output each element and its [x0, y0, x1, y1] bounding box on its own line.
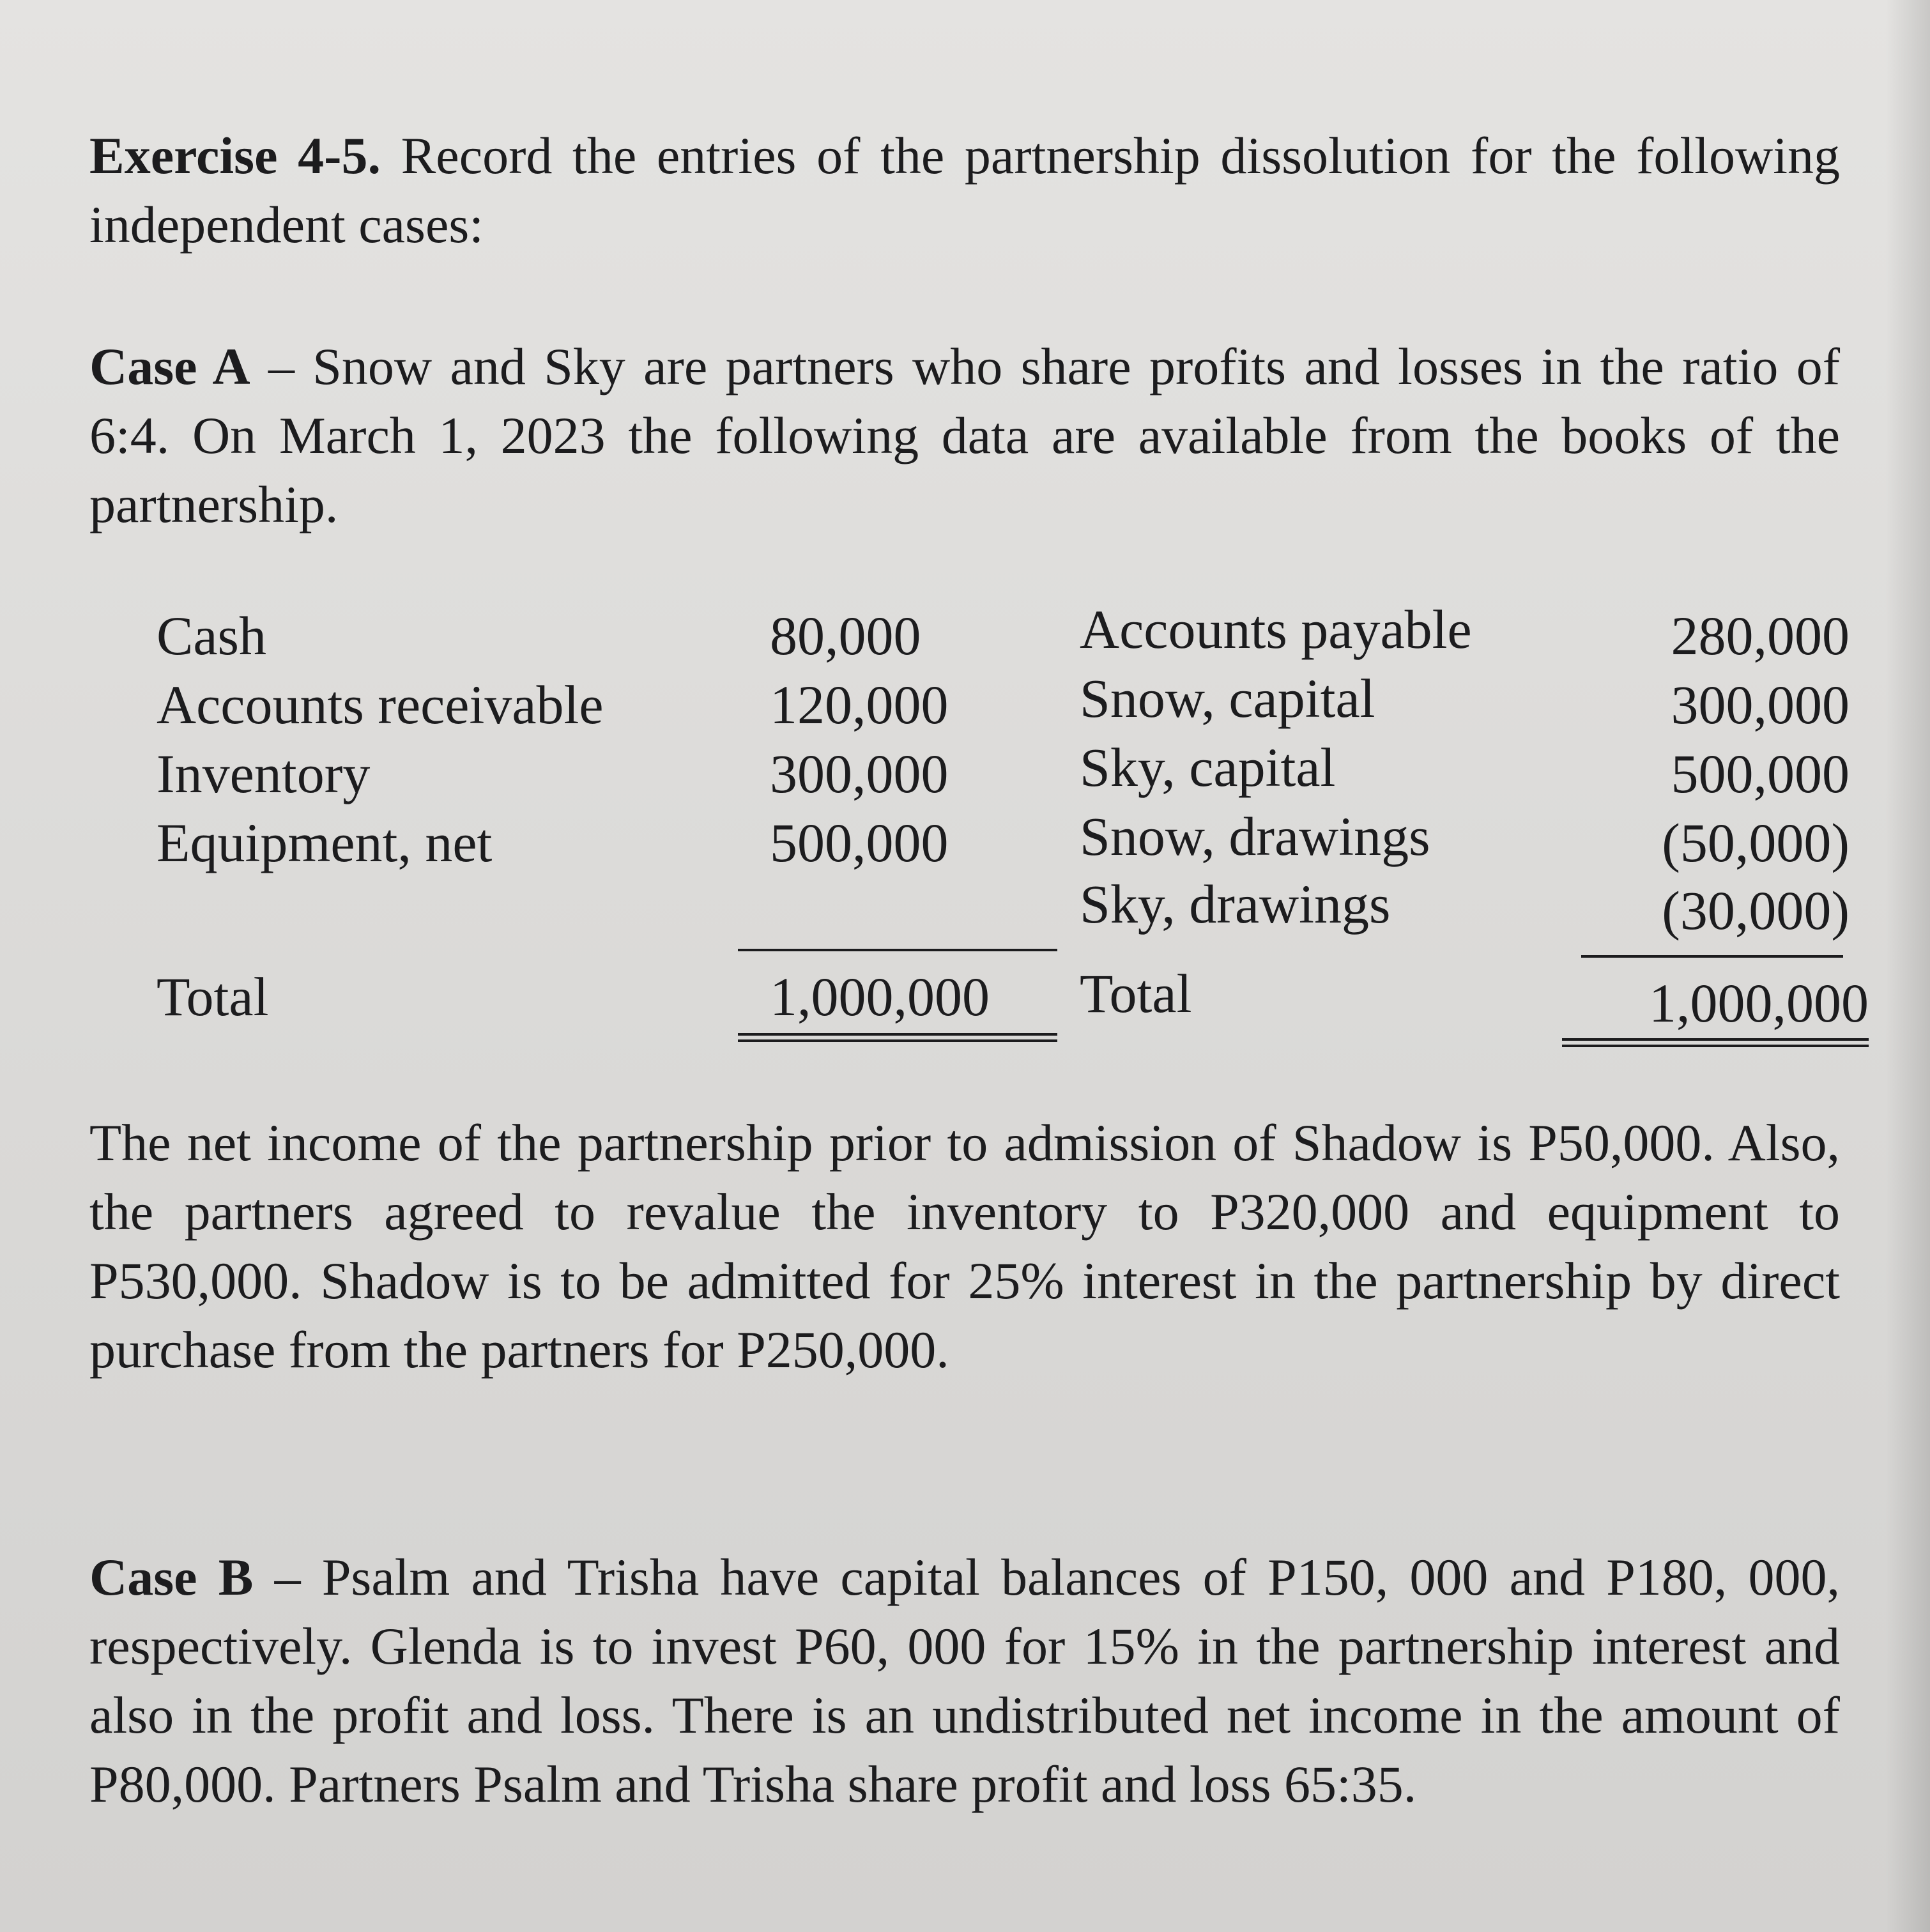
asset-amount: 120,000	[770, 674, 949, 735]
subtotal-rule-left	[738, 949, 1057, 951]
case-b-label: Case B	[89, 1548, 254, 1606]
asset-label: Inventory	[157, 743, 371, 804]
liability-equity-label: Snow, drawings	[1080, 806, 1430, 867]
show-through-texture	[128, 51, 141, 109]
double-rule-right-top	[1562, 1038, 1869, 1041]
page-curl-shadow	[1885, 0, 1930, 1932]
liability-equity-amount: 300,000	[1671, 674, 1850, 735]
case-b-paragraph	[89, 1543, 1840, 1819]
total-amount-left: 1,000,000	[770, 966, 990, 1027]
liability-equity-amount: 500,000	[1671, 743, 1850, 804]
double-rule-left-bottom	[738, 1039, 1057, 1042]
asset-label: Accounts receivable	[157, 674, 604, 735]
total-amount-right: 1,000,000	[1649, 972, 1869, 1034]
liability-equity-label: Accounts payable	[1080, 599, 1472, 660]
case-a-label: Case A	[89, 337, 250, 395]
asset-label: Cash	[157, 605, 266, 666]
case-a-paragraph	[89, 332, 1840, 539]
asset-amount: 300,000	[770, 743, 949, 804]
liability-equity-label: Sky, capital	[1080, 737, 1336, 798]
liability-equity-amount: (30,000)	[1662, 880, 1850, 941]
double-rule-left-top	[738, 1033, 1057, 1036]
subtotal-rule-right	[1581, 955, 1843, 958]
asset-amount: 80,000	[770, 605, 921, 666]
exercise-heading	[89, 121, 1840, 259]
liability-equity-label: Sky, drawings	[1080, 873, 1391, 935]
liability-equity-amount: (50,000)	[1662, 812, 1850, 873]
case-a-text: – Snow and Sky are partners who share profits and losses in the ratio of 6:4. On March 1, 2023 the following data are available from the books of the partnership.	[89, 337, 1841, 533]
asset-label: Equipment, net	[157, 812, 493, 873]
exercise-label: Exercise 4-5.	[89, 126, 381, 185]
liability-equity-amount: 280,000	[1671, 605, 1850, 666]
double-rule-right-bottom	[1562, 1045, 1869, 1047]
liability-equity-label: Snow, capital	[1080, 668, 1375, 729]
asset-amount: 500,000	[770, 812, 949, 873]
case-b-text: – Psalm and Trisha have capital balances of P150, 000 and P180, 000, respectively. Glenda is to invest P60, 000 for 15% in the partnership interest and also in the profit and loss. There is an undistributed net income in the amount of P80,000. Partners Psalm and Trisha share profit and loss 65:35.	[89, 1548, 1840, 1813]
total-label-right: Total	[1080, 963, 1192, 1024]
total-label-left: Total	[157, 966, 269, 1027]
case-a-note-paragraph: The net income of the partnership prior to admission of Shadow is P50,000. Also, the partners agreed to revalue the inventory to P320,000 and equipment to P530,000. Shadow is to be admitted for 25% interest in the partnership by direct purchase from the partners for P250,000.	[89, 1114, 1840, 1379]
balance-sheet-table	[157, 599, 1869, 1051]
exercise-text: Record the entries of the partnership dissolution for the following independent cases:	[89, 126, 1840, 254]
